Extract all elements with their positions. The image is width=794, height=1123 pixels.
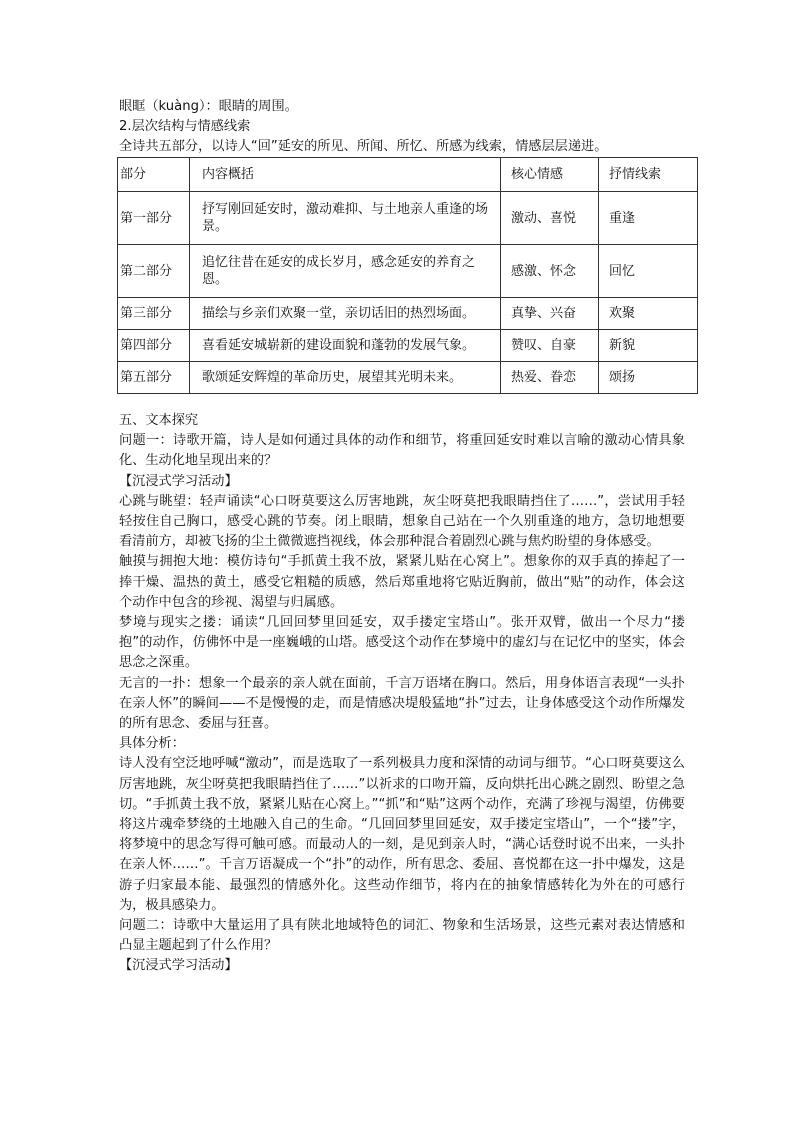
content-cell: 歌颂延安辉煌的革命历史，展望其光明未来。 [190, 362, 501, 394]
content-cell: 抒写刚回延安时，激动难抑、与土地亲人重逢的场景。 [190, 192, 501, 245]
exploration-body [119, 411, 685, 977]
activity-touch-earth: 触摸与拥抱大地：模仿诗句“手抓黄土我不放，紧紧儿贴在心窝上”。想象你的双手真的捧起了一捧干燥、温热的黄土，感受它粗糙的质感，然后郑重地将它贴近胸前，做出“贴”的动作，体会这个动作中包含的珍视、渴望与归属感。 [119, 554, 685, 610]
content-cell: 描绘与乡亲们欢聚一堂，亲切话旧的热烈场面。 [190, 298, 501, 330]
structure-table [117, 157, 698, 394]
content-cell: 追忆往昔在延安的成长岁月，感念延安的养育之恩。 [190, 245, 501, 298]
analysis-text: 诗人没有空泛地呼喊“激动”，而是选取了一系列极具力度和深情的动词与细节。“心口呀莫要这么厉害地跳，灰尘呀莫把我眼睛挡住了……”以祈求的口吻开篇，反向烘托出心跳之剧烈、盼望之急切。“手抓黄土我不放，紧紧儿贴在心窝上。”“抓”和“贴”这两个动作，充满了珍视与渴望，仿佛要将这片魂牵梦绕的土地融入自己的生命。“几回回梦里回延安，双手搂定宝塔山”，一个“搂”字，将梦境中的思念写得可触可感。而最动人的一刻，是见到亲人时，“满心话登时说不出来，一头扑在亲人怀……”。千言万语凝成一个“扑”的动作，所有思念、委屈、喜悦都在这一扑中爆发，这是游子归家最本能、最强烈的情感外化。这些动作细节，将内在的抽象情感转化为外在的可感行为，极具感染力。 [119, 756, 686, 913]
clue-cell: 重逢 [599, 192, 698, 245]
activity-label: 【沉浸式学习活动】 [119, 473, 238, 489]
clue-cell: 颂扬 [599, 362, 698, 394]
table-header-cell: 部分 [118, 158, 190, 192]
activity-heartbeat: 心跳与眺望：轻声诵读“心口呀莫要这么厉害地跳，灰尘呀莫把我眼睛挡住了……”，尝试用手轻轻按住自己胸口，感受心跳的节奏。闭上眼睛，想象自己站在一个久别重逢的地方，急切地想要看清前方，却被飞扬的尘土微微遮挡视线，体会那种混合着剧烈心跳与焦灼盼望的身体感受。 [119, 493, 685, 550]
question-2: 问题二：诗歌中大量运用了具有陕北地域特色的词汇、物象和生活场景，这些元素对表达情感和凸显主题起到了什么作用？ [119, 918, 685, 954]
clue-cell: 回忆 [599, 245, 698, 298]
part-cell: 第三部分 [118, 298, 190, 330]
section5-title: 五、文本探究 [119, 413, 199, 428]
part-cell: 第二部分 [118, 245, 190, 298]
clue-cell: 欢聚 [599, 298, 698, 330]
analysis-label: 具体分析： [119, 736, 185, 752]
clue-cell: 新貌 [599, 330, 698, 362]
emotion-cell: 热爱、眷恋 [501, 362, 599, 394]
activity-dream-embrace: 梦境与现实之搂：诵读“几回回梦里回延安，双手搂定宝塔山”。张开双臂，做出一个尽力“搂抱”的动作，仿佛怀中是一座巍峨的山塔。感受这个动作在梦境中的虚幻与在记忆中的坚实，体会思念之深重。 [119, 615, 685, 671]
activity-label: 【沉浸式学习活动】 [119, 958, 238, 974]
emotion-cell: 激动、喜悦 [501, 192, 599, 245]
part-cell: 第一部分 [118, 192, 190, 245]
table-row [118, 330, 698, 362]
table-row [118, 245, 698, 298]
table-header-cell: 内容概括 [190, 158, 501, 192]
table-row [118, 192, 698, 245]
section2-title: 2.层次结构与情感线索 [119, 119, 251, 134]
question-1: 问题一：诗歌开篇，诗人是如何通过具体的动作和细节，将重回延安时难以言喻的激动心情具象化、生动化地呈现出来的？ [119, 433, 685, 469]
part-cell: 第五部分 [118, 362, 190, 394]
emotion-cell: 赞叹、自豪 [501, 330, 599, 362]
table-row [118, 362, 698, 394]
section2-intro: 全诗共五部分，以诗人“回”延安的所见、所闻、所忆、所感为线索，情感层层递进。 [119, 139, 608, 154]
emotion-cell: 真挚、兴奋 [501, 298, 599, 330]
table-header-row [118, 158, 698, 192]
kuang-definition: 眼眶（kuàng）：眼睛的周围。 [119, 99, 298, 114]
table-header-cell: 抒情线索 [599, 158, 698, 192]
content-cell: 喜看延安城崭新的建设面貌和蓬勃的发展气象。 [190, 330, 501, 362]
part-cell: 第四部分 [118, 330, 190, 362]
emotion-cell: 感激、怀念 [501, 245, 599, 298]
activity-silent-rush: 无言的一扑：想象一个最亲的亲人就在面前，千言万语堵在胸口。然后，用身体语言表现“一头扑在亲人怀”的瞬间——不是慢慢的走，而是情感决堤般猛地“扑”过去，让身体感受这个动作所爆发的所有思念、委屈与狂喜。 [119, 675, 685, 732]
table-row [118, 298, 698, 330]
table-header-cell: 核心情感 [501, 158, 599, 192]
